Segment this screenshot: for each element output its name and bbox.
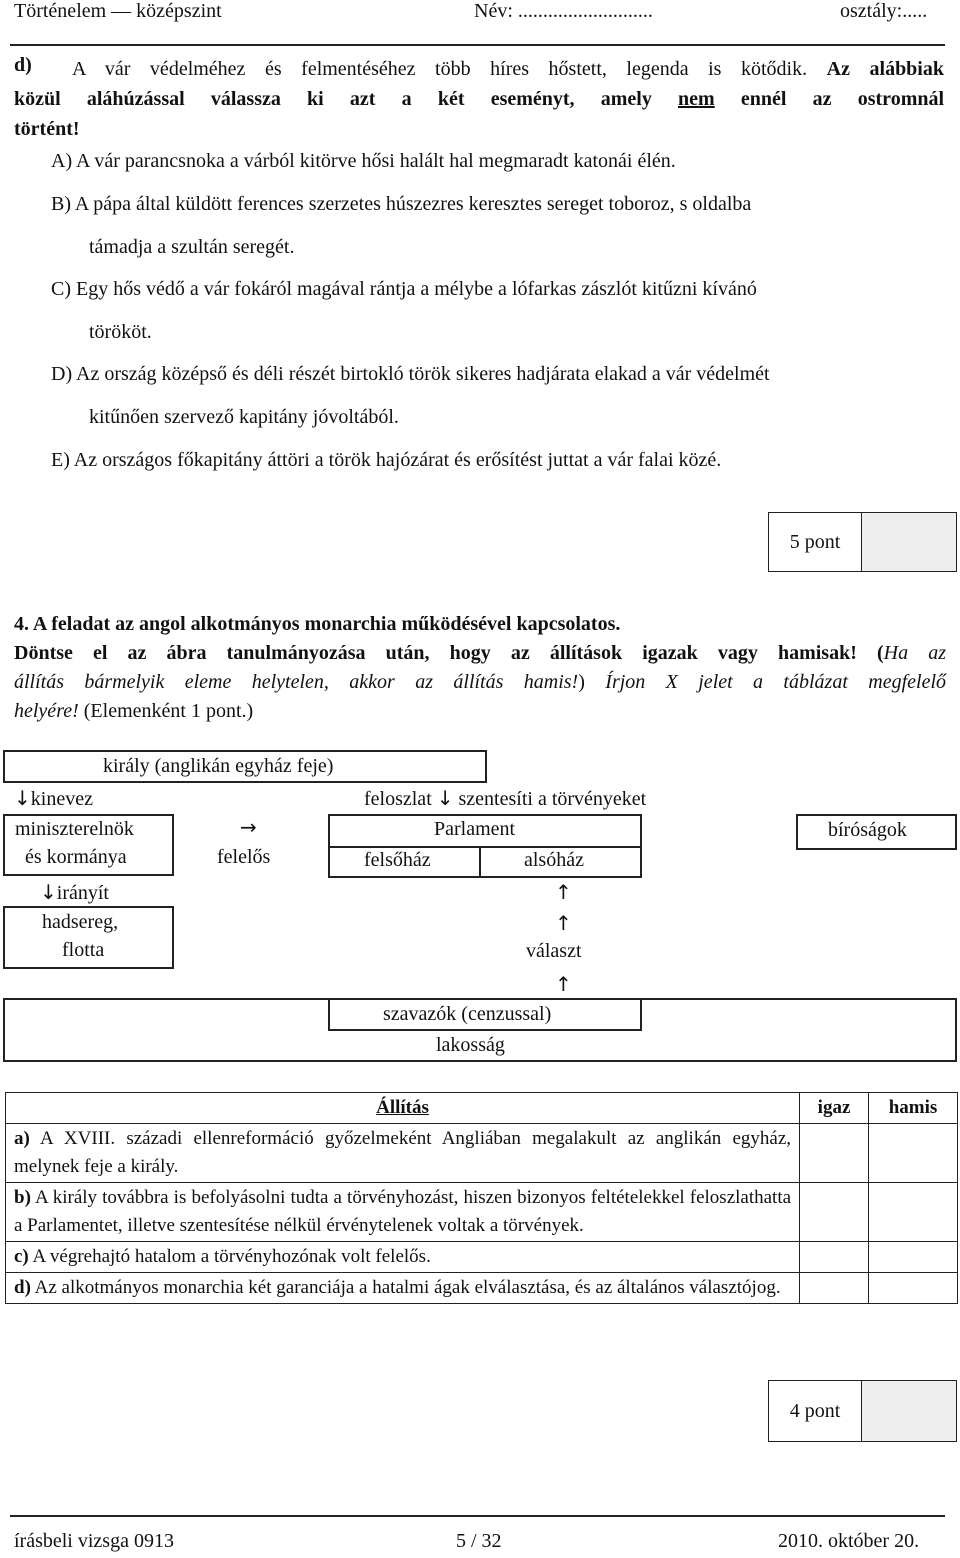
- courts-label: bíróságok: [828, 819, 907, 841]
- up-arrow-1: ↑: [555, 880, 572, 904]
- footer-exam: írásbeli vizsga 0913: [14, 1530, 174, 1552]
- points-box-q3: [768, 512, 957, 572]
- q4-title: A feladat az angol alkotmányos monarchia működésével kapcsolatos.: [32, 613, 621, 635]
- table-row: d) Az alkotmányos monarchia két garanciája a hatalmi ágak elválasztása, és az általános választójog.: [6, 1273, 958, 1304]
- footer-rule: [10, 1515, 945, 1517]
- points-box-q4: [768, 1380, 957, 1442]
- q3d-intro-bold-1: Az alábbiak: [826, 58, 944, 80]
- table-header-row: [6, 1093, 958, 1124]
- lower-house-label: alsóház: [524, 849, 584, 871]
- q4-line2-bold: Döntse el az ábra tanulmányozása után, hogy az állítások igazak vagy hamisak!: [14, 642, 857, 664]
- upper-house-label: felsőház: [364, 849, 431, 871]
- option-a: A) A vár parancsnoka a várból kitörve hősi halált hal megmaradt katonái élén.: [51, 150, 676, 172]
- appoints-label: ↓kinevez: [14, 786, 93, 810]
- parliament-label: Parlament: [434, 818, 516, 840]
- up-arrow-2: ↑: [555, 911, 572, 935]
- q3d-intro: [14, 54, 944, 144]
- army-box: [3, 906, 174, 969]
- courts-box: [796, 814, 957, 850]
- q4-number: 4.: [14, 613, 29, 635]
- answer-false-b[interactable]: [869, 1183, 958, 1242]
- answer-true-b[interactable]: [800, 1183, 869, 1242]
- q3d-intro-bold-2a: közül aláhúzással válassza ki azt a két eseményt, amely: [14, 88, 652, 110]
- pm-box: [3, 814, 174, 876]
- answer-true-a[interactable]: [800, 1124, 869, 1183]
- parliament-box: [328, 814, 642, 878]
- points-label-q3: 5 pont: [769, 513, 862, 571]
- q3d-intro-bold-3: történt!: [14, 118, 80, 140]
- table-row: c) A végrehajtó hatalom a törvényhozónak volt felelős.: [6, 1242, 958, 1273]
- header-subject: Történelem — középszint: [14, 0, 222, 22]
- voters-label: szavazók (cenzussal): [383, 1003, 552, 1025]
- points-score-cell-q4[interactable]: [862, 1381, 956, 1441]
- population-label: lakosság: [436, 1034, 505, 1056]
- option-d: D) Az ország középső és déli részét birtokló török sikeres hadjárata elakad a vár védelmét: [51, 363, 770, 385]
- army-label-1: hadsereg,: [42, 911, 119, 933]
- points-score-cell-q3[interactable]: [862, 513, 956, 571]
- answer-true-c[interactable]: [800, 1242, 869, 1273]
- up-arrow-3: ↑: [555, 972, 572, 996]
- table-row: b) A király továbbra is befolyásolni tudta a törvényhozást, hiszen bizonyos feltételekkel feloszlathatta a Parlamentet, illetve szentesítése nélkül érvénytelenek voltak a törvények.: [6, 1183, 958, 1242]
- answer-false-d[interactable]: [869, 1273, 958, 1304]
- king-box: [3, 750, 487, 783]
- header-class-label: osztály:.....: [840, 0, 928, 22]
- pm-label-2: és kormánya: [25, 846, 127, 868]
- points-label-q4: 4 pont: [769, 1381, 862, 1441]
- option-b: B) A pápa által küldött ferences szerzetes húszezres keresztes sereget toboroz, s oldalba: [51, 193, 752, 215]
- header-false: hamis: [869, 1093, 958, 1124]
- option-c-cont: törököt.: [89, 321, 152, 343]
- header-rule: [10, 44, 945, 46]
- answer-false-c[interactable]: [869, 1242, 958, 1273]
- responsible-arrow: →: [240, 815, 257, 839]
- q4-instructions: 4. A feladat az angol alkotmányos monarchia működésével kapcsolatos. Döntse el az ábra tanulmányozása után, hogy az állítások igazak vagy hamisak! (Ha az állítás bármelyik eleme helytelen, akkor az állítás hamis!) Írjon X jelet a táblázat megfelelő helyére! (Elemenként 1 pont.): [14, 613, 947, 722]
- voters-box: [328, 998, 642, 1031]
- option-b-cont: támadja a szultán seregét.: [89, 236, 295, 258]
- table-row: a) A XVIII. századi ellenreformáció győzelmeként Angliában megalakult az anglikán egyház, melynek feje a király.: [6, 1124, 958, 1183]
- q3d-intro-plain: A vár védelméhez és felmentéséhez több híres hőstett, legenda is kötődik.: [72, 58, 808, 80]
- directs-label: ↓irányít: [40, 880, 109, 904]
- option-e: E) Az országos főkapitány áttöri a török hajózárat és erősítést juttat a vár falai közé.: [51, 449, 722, 471]
- option-d-cont: kitűnően szervező kapitány jóvoltából.: [89, 406, 399, 428]
- answer-true-d[interactable]: [800, 1273, 869, 1304]
- army-label-2: flotta: [62, 939, 105, 961]
- option-c: C) Egy hős védő a vár fokáról magával rántja a mélybe a lófarkas zászlót kitűzni kívánó: [51, 278, 757, 300]
- q3d-intro-nem: nem: [678, 88, 715, 110]
- q3d-intro-bold-2b: ennél az ostromnál: [740, 88, 945, 110]
- q3d-letter: d): [14, 54, 32, 76]
- footer-page: 5 / 32: [456, 1530, 502, 1552]
- elects-label: választ: [526, 940, 582, 962]
- statements-table: [5, 1092, 958, 1304]
- header-true: igaz: [800, 1093, 869, 1124]
- pm-label-1: miniszterelnök: [15, 818, 134, 840]
- header-name-label: Név: ...........................: [474, 0, 653, 22]
- footer-date: 2010. október 20.: [778, 1530, 920, 1552]
- answer-false-a[interactable]: [869, 1124, 958, 1183]
- king-label: király (anglikán egyház feje): [103, 755, 334, 777]
- responsible-label: felelős: [217, 846, 271, 868]
- dissolves-label: feloszlat ↓ szentesíti a törvényeket: [364, 786, 647, 810]
- header-statement: Állítás: [6, 1093, 800, 1124]
